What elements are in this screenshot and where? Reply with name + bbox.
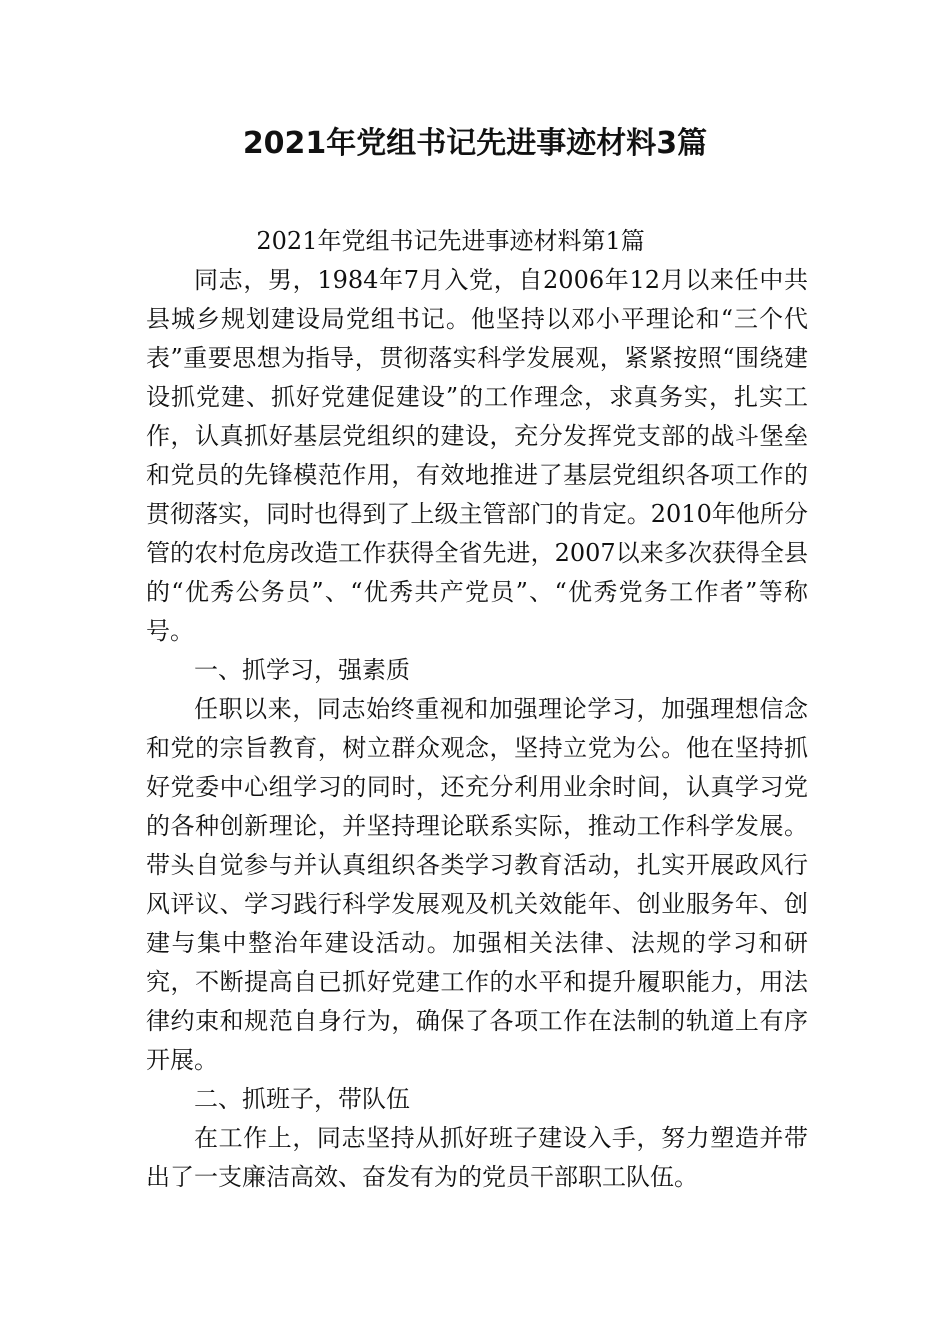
paragraph-study: 任职以来，同志始终重视和加强理论学习，加强理想信念和党的宗旨教育，树立群众观念，坚持立党为公。他在坚持抓好党委中心组学习的同时，还充分利用业余时间，认真学习党的各种创新理论，并坚持理论联系实际，推动工作科学发展。带头自觉参与并认真组织各类学习教育活动，扎实开展政风行风评议、学习践行科学发展观及机关效能年、创业服务年、创建与集中整治年建设活动。加强相关法律、法规的学习和研究，不断提高自已抓好党建工作的水平和提升履职能力，用法律约束和规范自身行为，确保了各项工作在法制的轨道上有序开展。 <box>146 695 808 1074</box>
section-subtitle: 2021年党组书记先进事迹材料第1篇 <box>256 227 645 255</box>
paragraph-team: 在工作上，同志坚持从抓好班子建设入手，努力塑造并带出了一支廉洁高效、奋发有为的党员干部职工队伍。 <box>146 1124 808 1191</box>
section-heading-team: 二、抓班子，带队伍 <box>194 1085 410 1113</box>
section-heading-study: 一、抓学习，强素质 <box>194 656 410 684</box>
document-body <box>146 222 808 1197</box>
paragraph-intro: 同志，男，1984年7月入党，自2006年12月以来任中共县城乡规划建设局党组书记。他坚持以邓小平理论和“三个代表”重要思想为指导，贯彻落实科学发展观，紧紧按照“围绕建设抓党建、抓好党建促建设”的工作理念，求真务实，扎实工作，认真抓好基层党组织的建设，充分发挥党支部的战斗堡垒和党员的先锋模范作用，有效地推进了基层党组织各项工作的贯彻落实，同时也得到了上级主管部门的肯定。2010年他所分管的农村危房改造工作获得全省先进，2007以来多次获得全县的“优秀公务员”、“优秀共产党员”、“优秀党务工作者”等称号。 <box>146 266 808 645</box>
document-title: 2021年党组书记先进事迹材料3篇 <box>242 126 708 161</box>
